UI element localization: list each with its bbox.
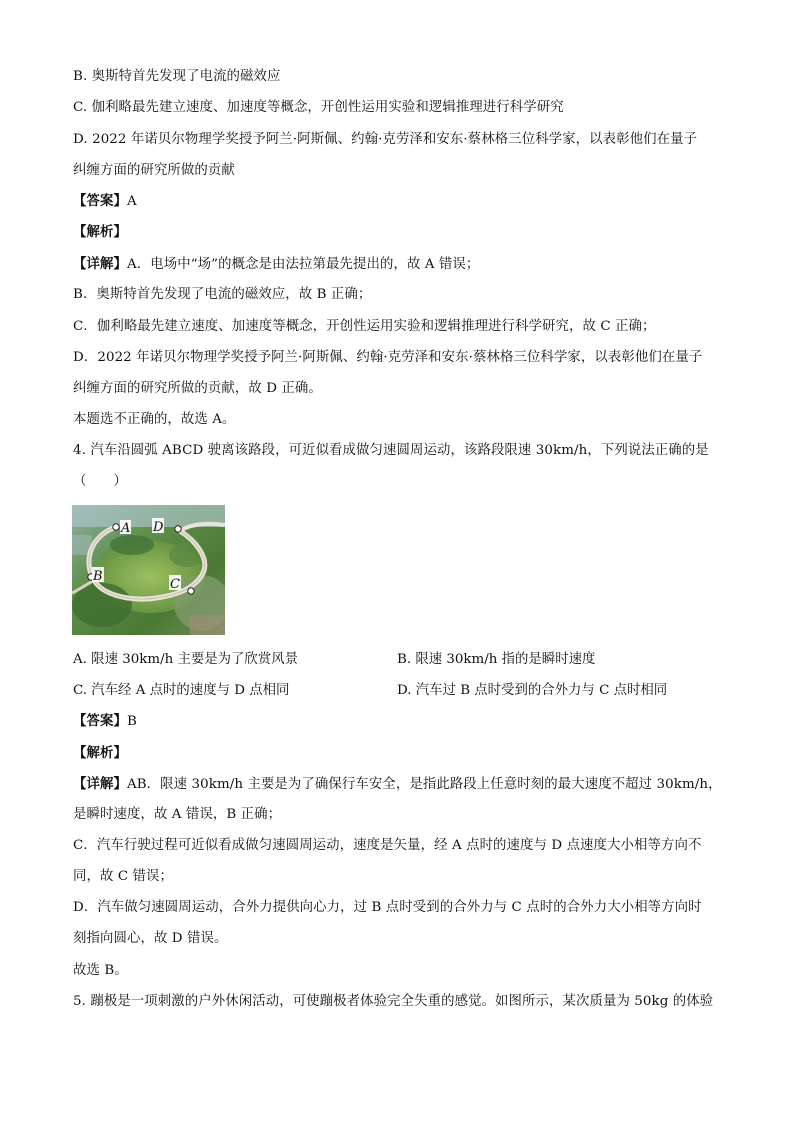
q3-option-b: B. 奥斯特首先发现了电流的磁效应	[73, 69, 281, 84]
answer-label: 【答案】	[73, 713, 127, 729]
figure-label-c: C	[170, 577, 180, 592]
q4-detail-line3: C．汽车行驶过程可近似看成做匀速圆周运动，速度是矢量，经 A 点时的速度与 D 点速度大小相等方向不	[73, 838, 702, 853]
q3-detail-line3: C．伽利略最先建立速度、加速度等概念，开创性运用实验和逻辑推理进行科学研究，故 C 正确；	[73, 319, 656, 334]
detail-text: A．电场中“场”的概念是由法拉第最先提出的，故 A 错误；	[126, 257, 480, 272]
q4-conclusion: 故选 B。	[73, 963, 128, 978]
q4-detail-line4: 同，故 C 错误；	[73, 869, 174, 884]
q4-option-b: B. 限速 30km/h 指的是瞬时速度	[397, 652, 596, 667]
q4-stem-line2: （ ）	[73, 474, 127, 489]
figure-label-d: D	[153, 520, 164, 535]
answer-value: A	[126, 194, 137, 209]
q4-option-d: D. 汽车过 B 点时受到的合外力与 C 点时相同	[397, 683, 668, 698]
q4-detail-line6: 刻指向圆心，故 D 错误。	[73, 931, 228, 946]
answer-value: B	[126, 714, 137, 729]
q4-answer	[73, 712, 137, 731]
answer-label: 【答案】	[73, 193, 127, 209]
q3-option-d-line2: 纠缠方面的研究所做的贡献	[73, 163, 235, 178]
q3-detail-line1	[73, 255, 479, 274]
q3-detail-line5: 纠缠方面的研究所做的贡献，故 D 正确。	[73, 381, 322, 396]
q5-stem-line1: 5. 蹦极是一项刺激的户外休闲活动，可使蹦极者体验完全失重的感觉。如图所示，某次质量为 50kg 的体验	[73, 994, 714, 1009]
figure-label-b: B	[93, 569, 103, 584]
detail-text: AB．限速 30km/h 主要是为了确保行车安全，是指此路段上任意时刻的最大速度不超过 30km/h，	[126, 777, 722, 792]
q3-analysis-label: 【解析】	[73, 224, 127, 240]
q4-detail-line1	[73, 775, 722, 794]
q3-answer	[73, 192, 137, 211]
point-a-marker	[113, 524, 119, 530]
q4-option-a: A. 限速 30km/h 主要是为了欣赏风景	[73, 652, 298, 667]
q3-conclusion: 本题选不正确的，故选 A。	[73, 412, 236, 427]
figure-label-a: A	[121, 521, 131, 536]
detail-label: 【详解】	[73, 256, 127, 272]
q4-detail-line5: D．汽车做匀速圆周运动，合外力提供向心力，过 B 点时受到的合外力与 C 点时的合外力大小相等方向时	[73, 900, 702, 915]
point-c-marker	[188, 588, 194, 594]
q3-detail-line2: B．奥斯特首先发现了电流的磁效应，故 B 正确；	[73, 287, 372, 302]
q3-detail-line4: D．2022 年诺贝尔物理学奖授予阿兰·阿斯佩、约翰·克劳泽和安东·蔡林格三位科学家，以表彰他们在量子	[73, 350, 703, 365]
q4-option-c: C. 汽车经 A 点时的速度与 D 点相同	[73, 683, 290, 698]
aerial-road-illustration	[72, 505, 225, 635]
q4-analysis-label: 【解析】	[73, 745, 127, 761]
q4-road-photo	[72, 505, 225, 635]
point-d-marker	[175, 526, 181, 532]
detail-label: 【详解】	[73, 776, 127, 792]
q4-stem-line1: 4. 汽车沿圆弧 ABCD 驶离该路段，可近似看成做匀速圆周运动，该路段限速 30km/h，下列说法正确的是	[73, 443, 709, 458]
q3-option-c: C. 伽利略最先建立速度、加速度等概念，开创性运用实验和逻辑推理进行科学研究	[73, 100, 564, 115]
q4-detail-line2: 是瞬时速度，故 A 错误，B 正确；	[73, 807, 282, 822]
q3-option-d-line1: D. 2022 年诺贝尔物理学奖授予阿兰·阿斯佩、约翰·克劳泽和安东·蔡林格三位科学家，以表彰他们在量子	[73, 132, 698, 147]
